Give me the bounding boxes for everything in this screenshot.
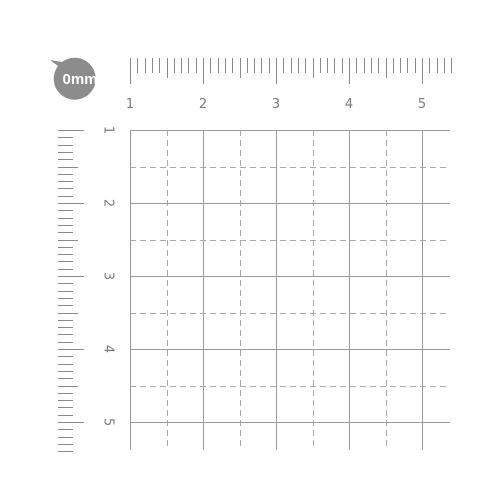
top-ruler-label: 3 (271, 97, 281, 112)
top-ruler (126, 58, 452, 112)
left-ruler-label: 2 (100, 198, 116, 208)
zero-mm-badge[interactable] (50, 58, 98, 100)
left-ruler (58, 126, 116, 452)
top-ruler-label: 5 (417, 97, 427, 112)
top-ruler-label: 2 (198, 97, 208, 112)
left-ruler-label: 4 (100, 344, 116, 354)
left-ruler-label: 3 (100, 271, 116, 281)
left-ruler-label: 5 (100, 417, 116, 427)
left-ruler-label: 1 (100, 125, 116, 135)
top-ruler-label: 1 (125, 97, 135, 112)
measurement-grid (130, 130, 450, 450)
badge-label: 0mm (62, 71, 98, 88)
top-ruler-label: 4 (344, 97, 354, 112)
